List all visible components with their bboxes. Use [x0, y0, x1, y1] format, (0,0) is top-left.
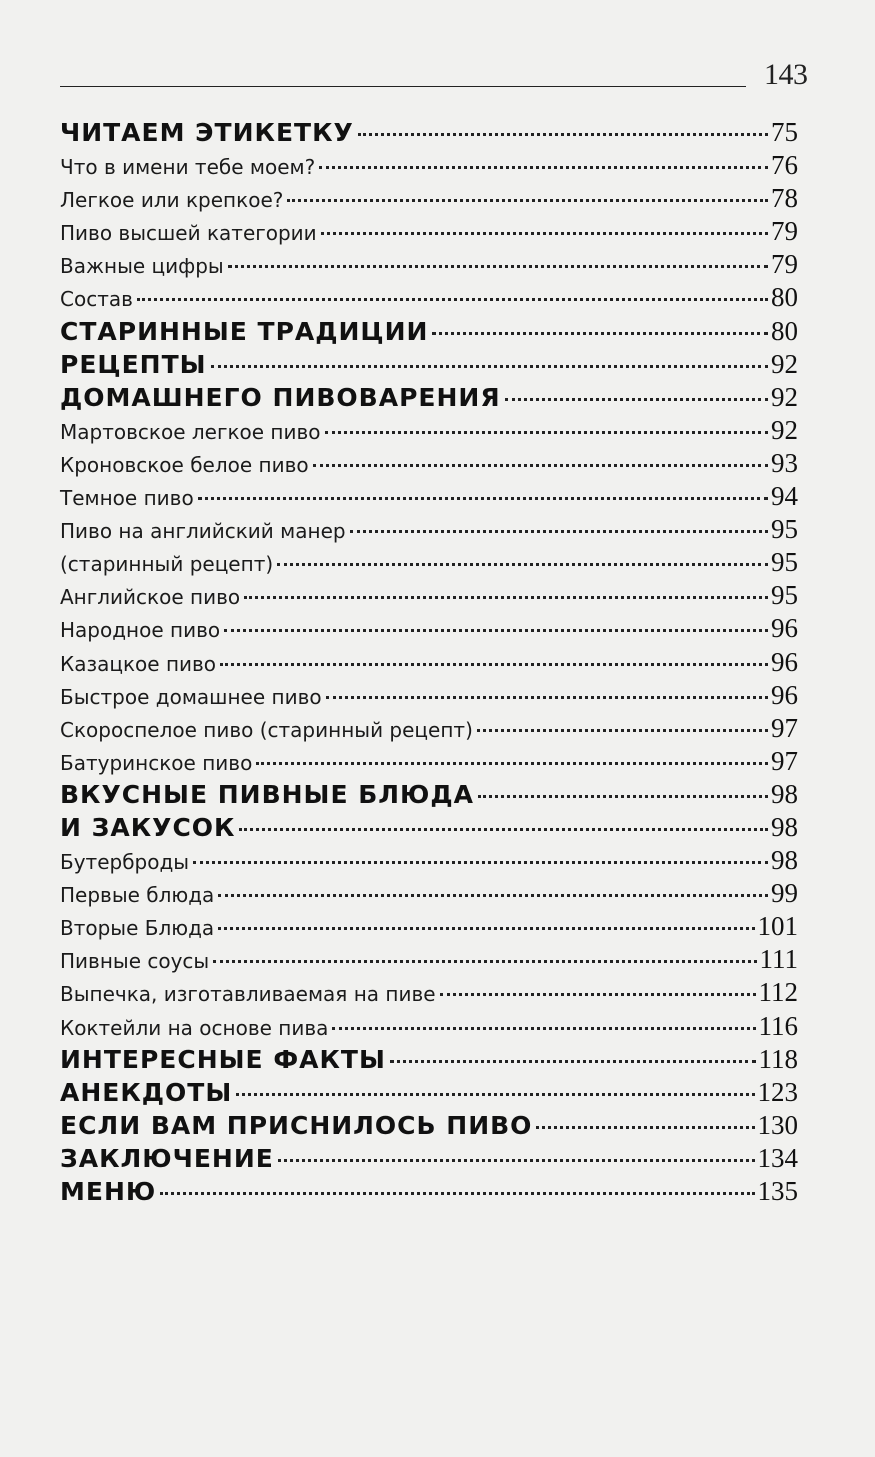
- toc-entry-page-number: 80: [771, 282, 798, 313]
- toc-entry-page-number: 98: [771, 845, 798, 876]
- toc-dot-leader: [213, 960, 756, 963]
- toc-entry: [60, 149, 798, 182]
- toc-dot-leader: [321, 232, 768, 235]
- toc-entry: [60, 844, 798, 877]
- toc-entry-page-number: 96: [771, 613, 798, 644]
- toc-entry-title: Мартовское легкое пиво: [60, 419, 321, 444]
- toc-section-entry: [60, 315, 798, 348]
- toc-entry-page-number: 95: [771, 514, 798, 545]
- toc-entry: [60, 281, 798, 314]
- toc-entry-page-number: 92: [771, 348, 798, 379]
- toc-entry-title: ЕСЛИ ВАМ ПРИСНИЛОСЬ ПИВО: [60, 1110, 533, 1140]
- toc-dot-leader: [244, 596, 768, 599]
- toc-entry-page-number: 135: [757, 1176, 798, 1206]
- toc-dot-leader: [193, 861, 768, 864]
- toc-entry-page-number: 96: [771, 679, 798, 710]
- toc-entry-title: Легкое или крепкое?: [60, 188, 284, 213]
- toc-entry-title: Пиво на английский манер: [60, 519, 346, 544]
- toc-entry-title: ВКУСНЫЕ ПИВНЫЕ БЛЮДА: [60, 779, 475, 809]
- toc-entry-title: АНЕКДОТЫ: [60, 1077, 233, 1107]
- toc-entry-page-number: 93: [771, 447, 798, 478]
- toc-entry-page-number: 92: [771, 381, 798, 412]
- toc-entry: [60, 215, 798, 248]
- toc-entry: [60, 1010, 798, 1043]
- toc-dot-leader: [278, 1159, 755, 1162]
- toc-entry-title: Важные цифры: [60, 254, 224, 279]
- toc-entry-title: Состав: [60, 287, 133, 312]
- toc-entry-title: СТАРИННЫЕ ТРАДИЦИИ: [60, 316, 429, 346]
- toc-entry-page-number: 97: [771, 712, 798, 743]
- toc-entry-page-number: 98: [771, 778, 798, 809]
- toc-dot-leader: [277, 563, 768, 566]
- toc-entry-title: Быстрое домашнее пиво: [60, 684, 322, 709]
- toc-dot-leader: [319, 166, 768, 169]
- toc-entry-title: (старинный рецепт): [60, 552, 274, 577]
- toc-dot-leader: [390, 1060, 756, 1063]
- toc-entry: [60, 976, 798, 1009]
- toc-dot-leader: [358, 133, 768, 136]
- toc-entry-page-number: 101: [757, 911, 798, 942]
- page-number: 143: [764, 58, 808, 91]
- toc-dot-leader: [287, 199, 768, 202]
- toc-entry: [60, 877, 798, 910]
- toc-entry-page-number: 116: [758, 1010, 798, 1041]
- toc-dot-leader: [477, 729, 768, 732]
- toc-entry-title: ИНТЕРЕСНЫЕ ФАКТЫ: [60, 1044, 386, 1074]
- toc-dot-leader: [228, 265, 768, 268]
- toc-entry-page-number: 78: [771, 183, 798, 214]
- toc-entry-page-number: 94: [771, 481, 798, 512]
- toc-entry: [60, 679, 798, 712]
- toc-dot-leader: [198, 497, 768, 500]
- toc-entry-page-number: 123: [757, 1076, 798, 1107]
- toc-entry: [60, 943, 798, 976]
- toc-dot-leader: [478, 795, 768, 798]
- toc-entry-title: Выпечка, изготавливаемая на пиве: [60, 982, 436, 1007]
- toc-dot-leader: [332, 1027, 755, 1030]
- toc-entry-title: И ЗАКУСОК: [60, 812, 236, 842]
- toc-entry: [60, 480, 798, 513]
- toc-entry-title: Вторые Блюда: [60, 916, 215, 941]
- toc-entry-page-number: 111: [759, 944, 798, 975]
- toc-entry-page-number: 118: [758, 1043, 798, 1074]
- toc-section-entry: [60, 348, 798, 381]
- toc-entry-title: Казацкое пиво: [60, 651, 217, 676]
- toc-entry-page-number: 96: [771, 646, 798, 677]
- toc-entry-page-number: 95: [771, 547, 798, 578]
- table-of-contents: [60, 116, 798, 1208]
- toc-entry: [60, 248, 798, 281]
- toc-entry-page-number: 76: [771, 150, 798, 181]
- toc-entry-page-number: 98: [771, 811, 798, 842]
- toc-dot-leader: [220, 663, 768, 666]
- toc-entry-title: Кроновское белое пиво: [60, 452, 309, 477]
- toc-entry-title: ДОМАШНЕГО ПИВОВАРЕНИЯ: [60, 382, 501, 412]
- toc-dot-leader: [137, 298, 768, 301]
- toc-entry: [60, 579, 798, 612]
- toc-entry-title: Коктейли на основе пива: [60, 1015, 329, 1040]
- toc-dot-leader: [239, 828, 768, 831]
- toc-entry-title: МЕНЮ: [60, 1177, 157, 1206]
- toc-dot-leader: [325, 431, 768, 434]
- toc-section-entry: [60, 381, 798, 414]
- toc-section-entry: [60, 1076, 798, 1109]
- toc-entry-page-number: 95: [771, 580, 798, 611]
- toc-section-entry: [60, 1109, 798, 1142]
- toc-entry-page-number: 97: [771, 745, 798, 776]
- toc-entry-page-number: 99: [771, 878, 798, 909]
- toc-entry: [60, 447, 798, 480]
- toc-entry: [60, 513, 798, 546]
- toc-dot-leader: [218, 894, 768, 897]
- toc-entry: [60, 546, 798, 579]
- toc-entry-page-number: 79: [771, 249, 798, 280]
- toc-section-entry: [60, 1175, 798, 1208]
- toc-entry-title: Народное пиво: [60, 618, 221, 643]
- toc-dot-leader: [160, 1192, 754, 1195]
- toc-entry: [60, 646, 798, 679]
- toc-dot-leader: [218, 927, 754, 930]
- toc-entry-page-number: 134: [757, 1142, 798, 1173]
- toc-entry: [60, 712, 798, 745]
- toc-section-entry: [60, 116, 798, 149]
- toc-section-entry: [60, 1142, 798, 1175]
- toc-entry-page-number: 79: [771, 216, 798, 247]
- toc-entry-title: Пивные соусы: [60, 949, 210, 974]
- toc-entry-title: Что в имени тебе моем?: [60, 155, 316, 180]
- toc-entry-title: Бутерброды: [60, 850, 190, 875]
- toc-entry-page-number: 92: [771, 414, 798, 445]
- toc-entry-title: Батуринское пиво: [60, 750, 253, 775]
- toc-dot-leader: [440, 993, 756, 996]
- toc-entry-title: РЕЦЕПТЫ: [60, 349, 207, 379]
- toc-entry-page-number: 130: [757, 1109, 798, 1140]
- toc-dot-leader: [505, 398, 768, 401]
- toc-dot-leader: [256, 762, 768, 765]
- toc-dot-leader: [211, 365, 768, 368]
- toc-dot-leader: [224, 629, 768, 632]
- toc-entry-title: ЗАКЛЮЧЕНИЕ: [60, 1143, 274, 1173]
- toc-entry-title: Пиво высшей категории: [60, 221, 317, 246]
- toc-entry-title: ЧИТАЕМ ЭТИКЕТКУ: [60, 118, 354, 147]
- toc-entry: [60, 414, 798, 447]
- toc-section-entry: [60, 778, 798, 811]
- header-rule: [60, 86, 746, 87]
- toc-entry-title: Скороспелое пиво (старинный рецепт): [60, 717, 473, 742]
- toc-dot-leader: [536, 1126, 754, 1129]
- toc-dot-leader: [313, 464, 768, 467]
- toc-section-entry: [60, 1043, 798, 1076]
- toc-entry: [60, 910, 798, 943]
- toc-dot-leader: [236, 1093, 754, 1096]
- toc-entry-title: Английское пиво: [60, 585, 241, 610]
- toc-entry-page-number: 80: [771, 315, 798, 346]
- toc-entry-title: Первые блюда: [60, 883, 215, 908]
- toc-entry: [60, 612, 798, 645]
- toc-dot-leader: [350, 530, 768, 533]
- toc-entry-page-number: 75: [771, 117, 798, 147]
- toc-dot-leader: [326, 696, 768, 699]
- toc-entry: [60, 745, 798, 778]
- toc-entry-title: Темное пиво: [60, 486, 194, 511]
- toc-entry: [60, 182, 798, 215]
- toc-dot-leader: [432, 332, 768, 335]
- toc-entry-page-number: 112: [758, 977, 798, 1008]
- toc-section-entry: [60, 811, 798, 844]
